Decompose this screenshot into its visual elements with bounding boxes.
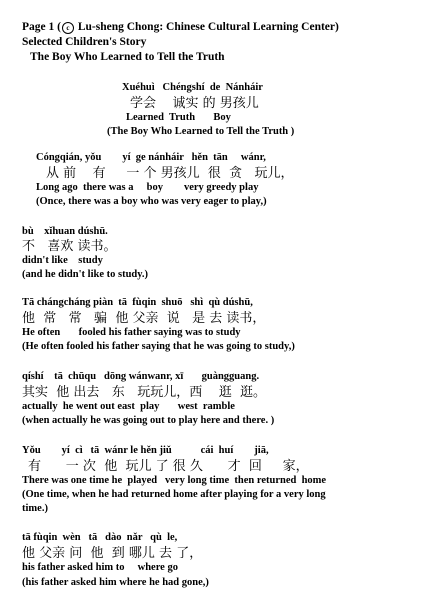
sentence-5-english: There was one time he played very long time then returned home bbox=[22, 475, 327, 486]
title-hanzi: 学会 诚实 的 男孩儿 bbox=[130, 96, 259, 111]
sentence-6-pinyin: tā fùqin wèn tā dào nǎr qù le, bbox=[22, 532, 178, 543]
sentence-2-hanzi: 不 喜欢 读书。 bbox=[22, 239, 117, 254]
page-header-prefix: Page 1 ( bbox=[22, 21, 61, 33]
page-header-line bbox=[22, 22, 339, 34]
sentence-3-hanzi: 他 常 常 骗 他 父亲 说 是 去 读书， bbox=[22, 311, 266, 326]
sentence-2-pinyin: bù xǐhuan dúshū. bbox=[22, 226, 108, 237]
sentence-2-translation: (and he didn't like to study.) bbox=[22, 269, 149, 280]
sentence-1-english: Long ago there was a boy very greedy play bbox=[36, 182, 259, 193]
sentence-5-translation: (One time, when he had returned home after playing for a very long bbox=[22, 489, 326, 500]
sentence-4-hanzi: 其实 他 出去 东 玩玩儿，西 逛 逛。 bbox=[22, 385, 266, 400]
page-header-suffix: Lu-sheng Chong: Chinese Cultural Learning Center) bbox=[74, 21, 339, 33]
sentence-3-pinyin: Tā chángcháng piàn tā fùqin shuō shì qù dúshū, bbox=[22, 297, 253, 308]
sentence-6-english: his father asked him to where go bbox=[22, 562, 178, 573]
title-english-gloss: Learned Truth Boy bbox=[126, 112, 231, 123]
sentence-1-pinyin: Cóngqián, yǒu yí ge nánháir hěn tān wánr, bbox=[36, 152, 266, 163]
sentence-5-hanzi: 有 一 次 他 玩儿 了 很 久 才 回 家， bbox=[28, 459, 309, 474]
sentence-6-translation: (his father asked him where he had gone,) bbox=[22, 577, 209, 588]
sentence-3-english: He often fooled his father saying was to study bbox=[22, 327, 241, 338]
sentence-3-translation: (He often fooled his father saying that he was going to study,) bbox=[22, 341, 295, 352]
copyright-icon: c bbox=[62, 22, 74, 34]
sentence-4-english: actually he went out east play west ramble bbox=[22, 401, 235, 412]
sentence-1-hanzi: 从 前 有 一 个 男孩儿 很 贪 玩儿， bbox=[46, 166, 294, 181]
series-title: Selected Children's Story bbox=[22, 36, 147, 48]
title-translation: (The Boy Who Learned to Tell the Truth ) bbox=[107, 126, 295, 137]
title-pinyin: Xuéhuì Chéngshí de Nánháir bbox=[122, 82, 263, 93]
sentence-4-translation: (when actually he was going out to play here and there. ) bbox=[22, 415, 275, 426]
sentence-6-hanzi: 他 父亲 问 他 到 哪儿 去 了， bbox=[22, 546, 203, 561]
sentence-1-translation: (Once, there was a boy who was very eager to play,) bbox=[36, 196, 267, 207]
sentence-4-pinyin: qíshí tā chūqu dōng wánwanr, xī guàngguang. bbox=[22, 371, 260, 382]
sentence-2-english: didn't like study bbox=[22, 255, 103, 266]
sentence-5-translation-cont: time.) bbox=[22, 503, 48, 514]
story-title-english: The Boy Who Learned to Tell the Truth bbox=[30, 51, 225, 63]
sentence-5-pinyin: Yǒu yí cì tā wánr le hěn jiǔ cái huí jiā, bbox=[22, 445, 269, 456]
